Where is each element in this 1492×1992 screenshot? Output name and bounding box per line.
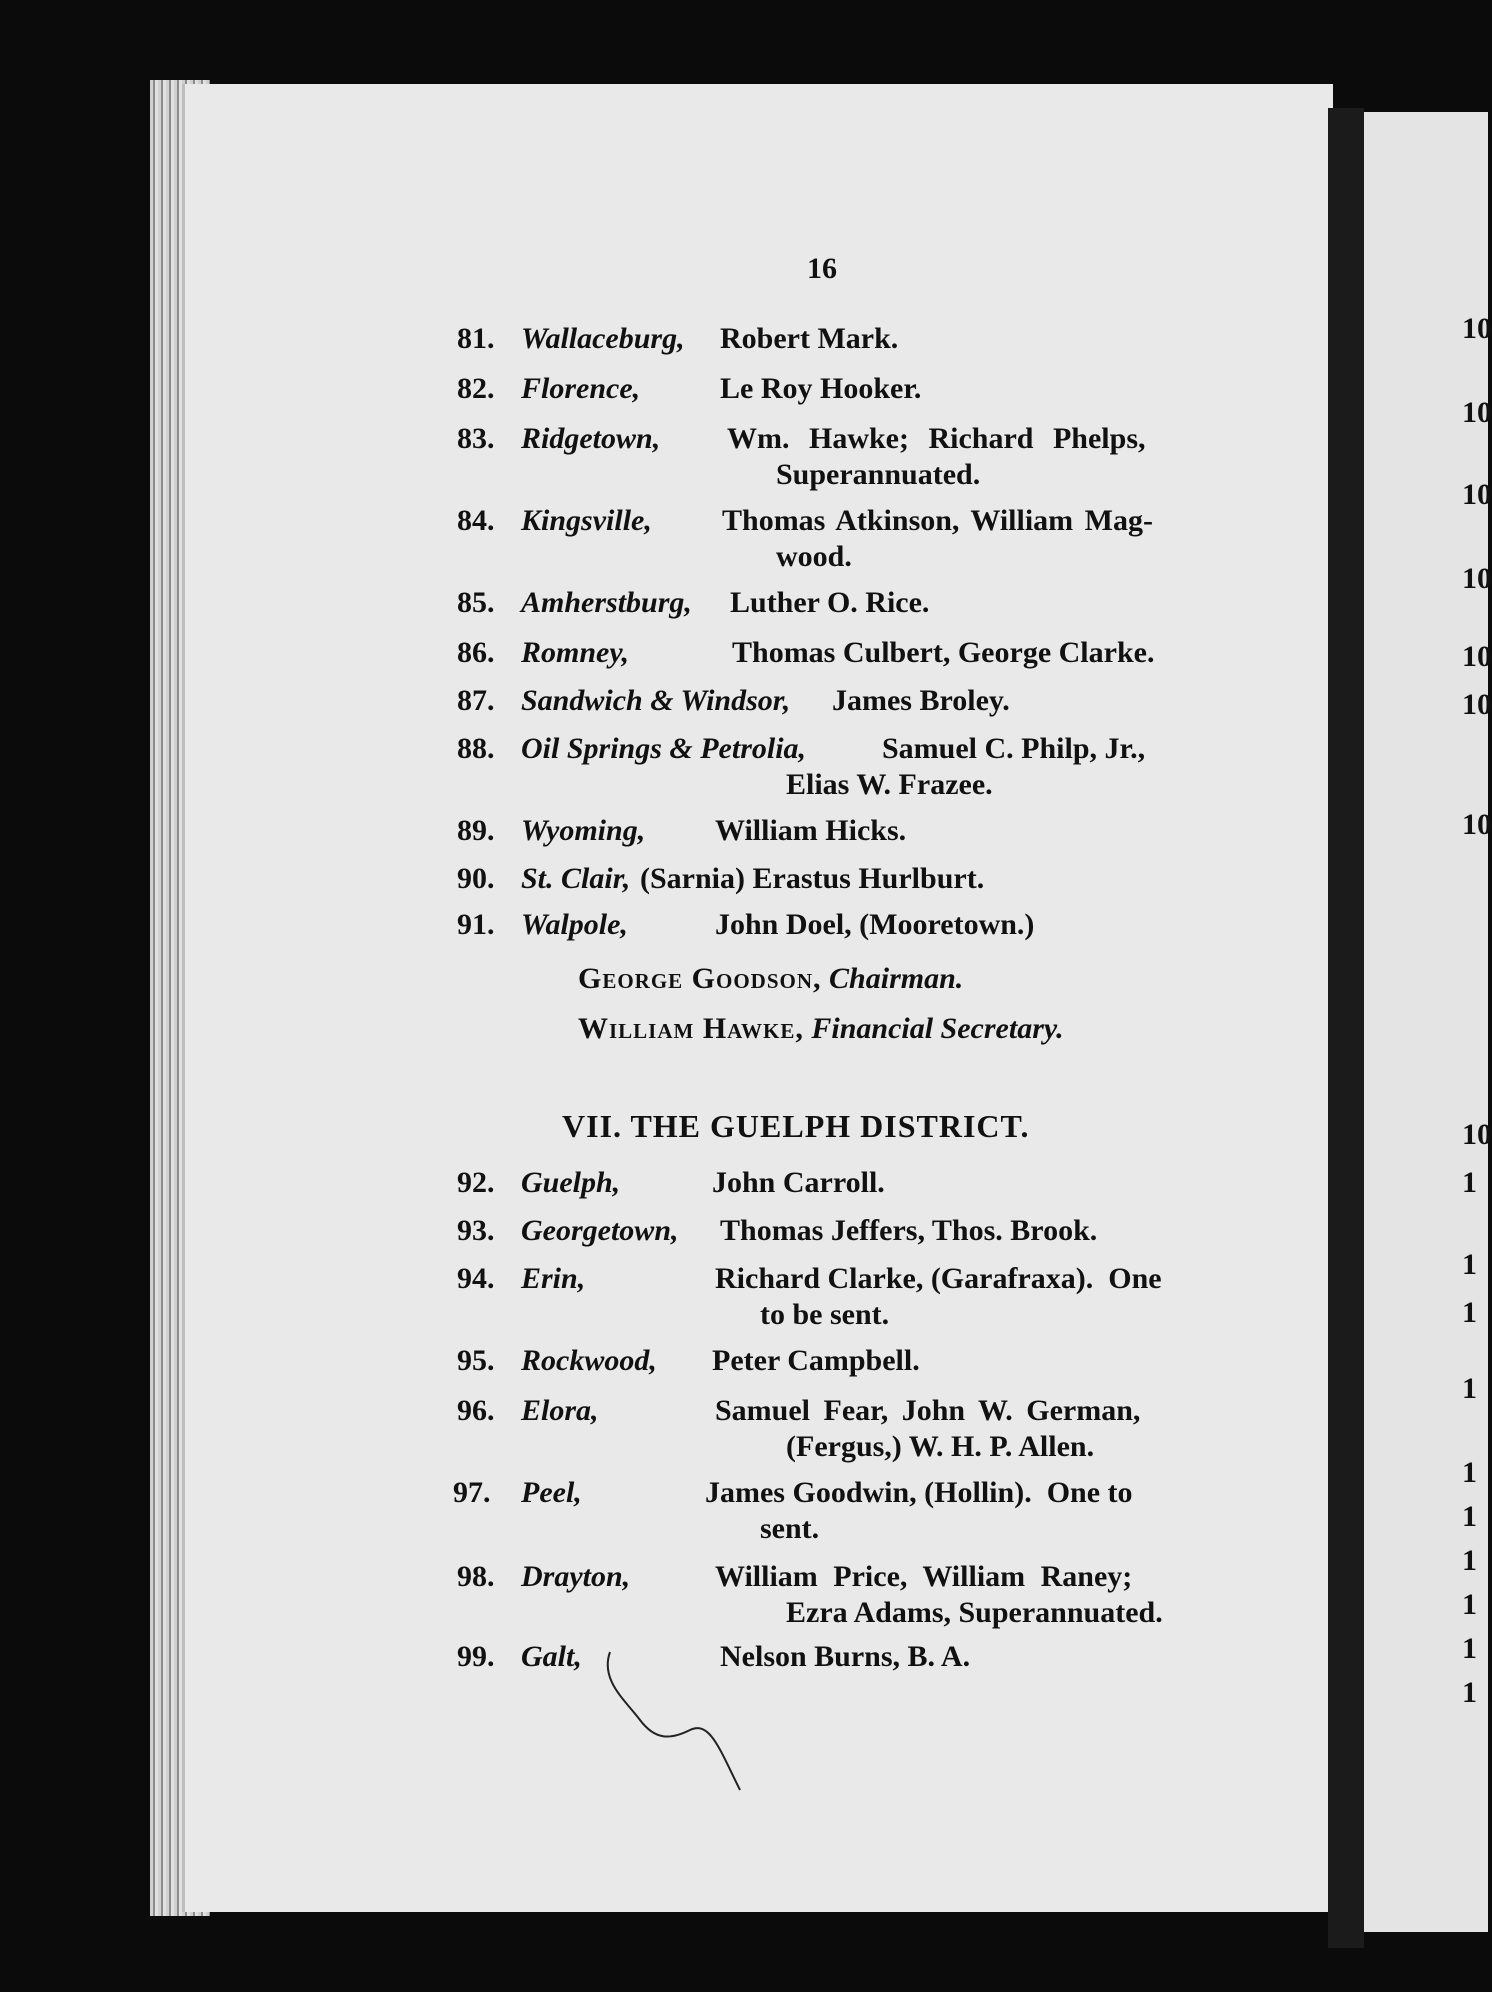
entry-place: Erin, xyxy=(521,1262,586,1295)
entry-number: 91. xyxy=(457,908,495,941)
entry-number: 90. xyxy=(457,862,495,895)
entry-number: 81. xyxy=(457,322,495,355)
entry-number: 97. xyxy=(453,1476,491,1509)
entry-ministers: Thomas Atkinson, William Mag- xyxy=(722,504,1153,537)
scratch-mark xyxy=(580,1640,760,1800)
fragment-number: 1 xyxy=(1462,1248,1477,1281)
entry-ministers: Samuel C. Philp, Jr., xyxy=(882,732,1146,765)
entry-number: 94. xyxy=(457,1262,495,1295)
fragment-number: 1 xyxy=(1462,1632,1477,1665)
entry-place: Kingsville, xyxy=(521,504,652,537)
entry-ministers: William Hicks. xyxy=(715,814,907,847)
fragment-number: 1 xyxy=(1462,1544,1477,1577)
chairman-signature xyxy=(578,962,963,996)
entry-continuation: Elias W. Frazee. xyxy=(786,768,993,801)
entry-ministers: Richard Clarke, (Garafraxa). One xyxy=(715,1262,1162,1295)
entry-number: 96. xyxy=(457,1394,495,1427)
entry-place: Georgetown, xyxy=(521,1214,679,1247)
entry-number: 87. xyxy=(457,684,495,717)
secretary-title: Financial Secretary. xyxy=(811,1012,1064,1045)
fragment-number: 1 xyxy=(1462,1166,1477,1199)
entry-number: 89. xyxy=(457,814,495,847)
entry-number: 93. xyxy=(457,1214,495,1247)
entry-number: 86. xyxy=(457,636,495,669)
entry-place: Elora, xyxy=(521,1394,599,1427)
entry-number: 83. xyxy=(457,422,495,455)
fragment-number: 10 xyxy=(1462,1118,1492,1151)
entry-place: Romney, xyxy=(521,636,630,669)
entry-place: Oil Springs & Petrolia, xyxy=(521,732,807,765)
fragment-number: 10 xyxy=(1462,808,1492,841)
entry-ministers: James Goodwin, (Hollin). One to xyxy=(705,1476,1133,1509)
entry-ministers: Le Roy Hooker. xyxy=(720,372,922,405)
chairman-title: Chairman. xyxy=(829,962,964,995)
entry-number: 95. xyxy=(457,1344,495,1377)
fragment-number: 1 xyxy=(1462,1456,1477,1489)
entry-number: 88. xyxy=(457,732,495,765)
entry-place: Rockwood, xyxy=(521,1344,657,1377)
fragment-number: 10 xyxy=(1462,640,1492,673)
secretary-name: William Hawke, xyxy=(578,1012,804,1045)
book-gutter xyxy=(1328,108,1364,1948)
entry-continuation: Ezra Adams, Superannuated. xyxy=(786,1596,1163,1629)
fragment-number: 10 xyxy=(1462,688,1492,721)
chairman-name: George Goodson, xyxy=(578,962,822,995)
fragment-number: 1 xyxy=(1462,1588,1477,1621)
entry-place: Wyoming, xyxy=(521,814,646,847)
page-number: 16 xyxy=(807,252,837,285)
entry-number: 98. xyxy=(457,1560,495,1593)
entry-ministers: William Price, William Raney; xyxy=(715,1560,1133,1593)
entry-place: Florence, xyxy=(521,372,641,405)
entry-continuation: to be sent. xyxy=(760,1298,890,1331)
fragment-number: 10 xyxy=(1462,396,1492,429)
entry-place: Wallaceburg, xyxy=(521,322,685,355)
entry-number: 82. xyxy=(457,372,495,405)
entry-place: Sandwich & Windsor, xyxy=(521,684,791,717)
entry-ministers: Nelson Burns, B. A. xyxy=(720,1640,971,1673)
entry-ministers: James Broley. xyxy=(832,684,1010,717)
entry-ministers: Robert Mark. xyxy=(720,322,899,355)
entry-ministers: Luther O. Rice. xyxy=(730,586,930,619)
entry-ministers: Wm. Hawke; Richard Phelps, xyxy=(727,422,1146,455)
fragment-number: 10 xyxy=(1462,478,1492,511)
entry-place: Amherstburg, xyxy=(521,586,692,619)
entry-place: Guelph, xyxy=(521,1166,621,1199)
entry-ministers: Thomas Culbert, George Clarke. xyxy=(732,636,1155,669)
entry-place: Ridgetown, xyxy=(521,422,661,455)
entry-number: 85. xyxy=(457,586,495,619)
entry-ministers: (Sarnia) Erastus Hurlburt. xyxy=(640,862,985,895)
entry-place: St. Clair, xyxy=(521,862,631,895)
entry-ministers: Thomas Jeffers, Thos. Brook. xyxy=(720,1214,1098,1247)
fragment-number: 1 xyxy=(1462,1372,1477,1405)
entry-ministers: John Doel, (Mooretown.) xyxy=(715,908,1035,941)
entry-continuation: wood. xyxy=(776,540,852,573)
entry-place: Walpole, xyxy=(521,908,628,941)
entry-ministers: John Carroll. xyxy=(712,1166,885,1199)
entry-continuation: (Fergus,) W. H. P. Allen. xyxy=(786,1430,1095,1463)
fragment-number: 10 xyxy=(1462,312,1492,345)
entry-place: Galt, xyxy=(521,1640,582,1673)
entry-place: Drayton, xyxy=(521,1560,631,1593)
fragment-number: 1 xyxy=(1462,1500,1477,1533)
entry-continuation: sent. xyxy=(760,1512,820,1545)
district-heading: VII. THE GUELPH DISTRICT. xyxy=(562,1108,1030,1144)
entry-continuation: Superannuated. xyxy=(776,458,981,491)
fragment-number: 1 xyxy=(1462,1676,1477,1709)
entry-number: 92. xyxy=(457,1166,495,1199)
fragment-number: 10 xyxy=(1462,562,1492,595)
entry-number: 84. xyxy=(457,504,495,537)
secretary-signature xyxy=(578,1012,1064,1046)
left-page xyxy=(182,84,1333,1912)
entry-number: 99. xyxy=(457,1640,495,1673)
entry-ministers: Samuel Fear, John W. German, xyxy=(715,1394,1141,1427)
entry-ministers: Peter Campbell. xyxy=(712,1344,920,1377)
fragment-number: 1 xyxy=(1462,1296,1477,1329)
entry-place: Peel, xyxy=(521,1476,582,1509)
